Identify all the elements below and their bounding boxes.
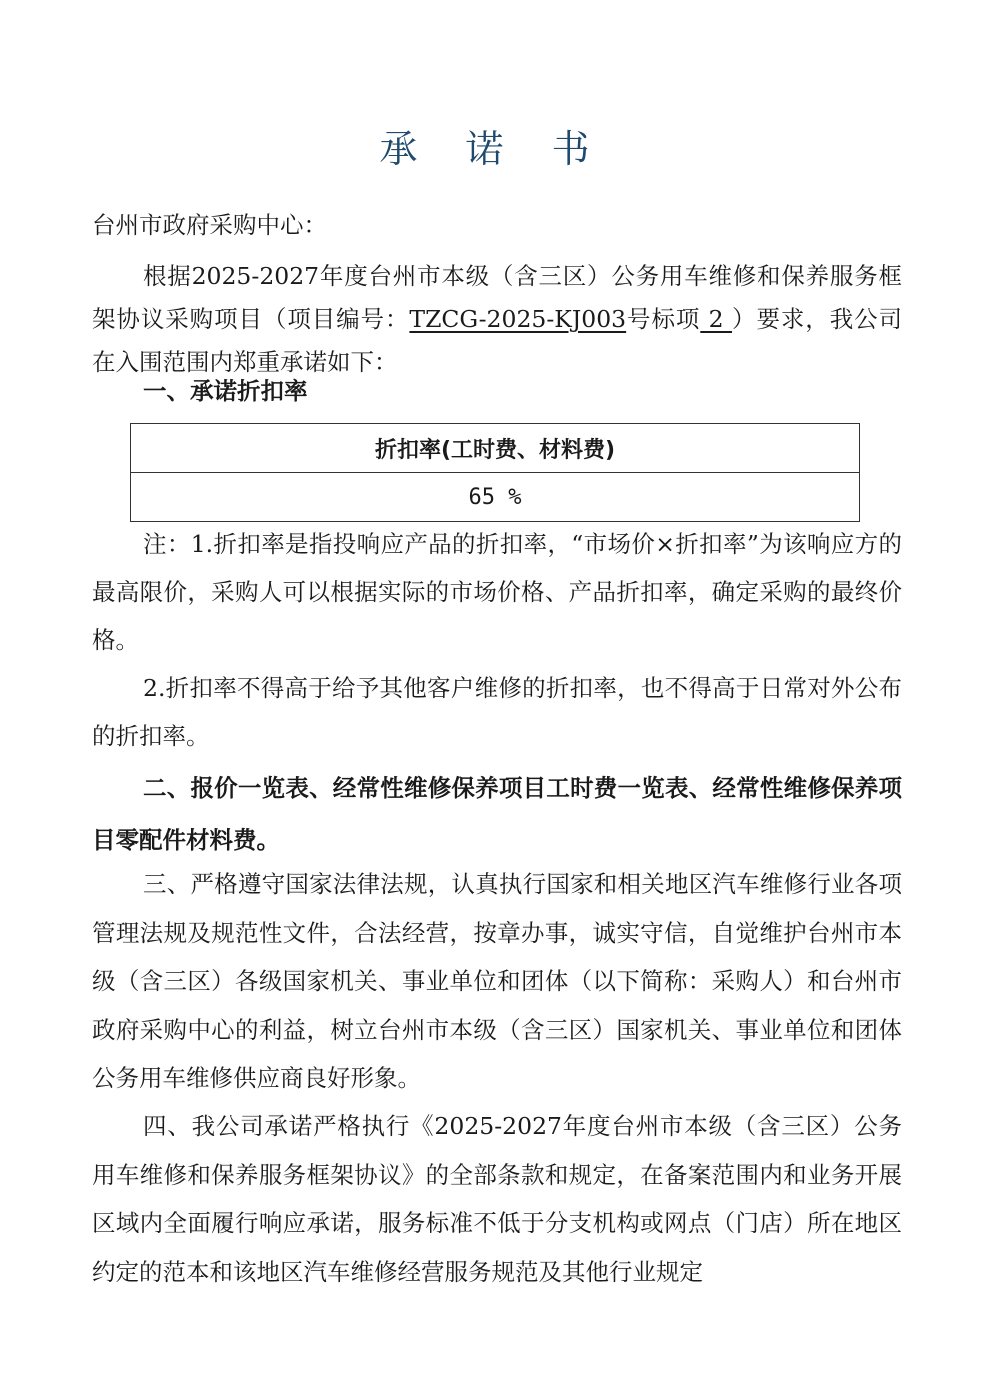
lot-number: 2 xyxy=(700,305,733,333)
table-row xyxy=(131,424,860,473)
note-2: 2.折扣率不得高于给予其他客户维修的折扣率，也不得高于日常对外公布的折扣率。 xyxy=(92,674,902,750)
note-1: 注：1.折扣率是指投响应产品的折扣率，“市场价×折扣率”为该响应方的最高限价，采购人可以根据实际的市场价格、产品折扣率，确定采购的最终价格。 xyxy=(92,530,902,654)
section1-heading: 一、承诺折扣率 xyxy=(143,377,308,405)
intro-text-middle: 号标项 xyxy=(626,305,701,333)
section3-paragraph: 三、严格遵守国家法律法规，认真执行国家和相关地区汽车维修行业各项管理法规及规范性文件，合法经营，按章办事，诚实守信，自觉维护台州市本级（含三区）各级国家机关、事业单位和团体（以下简称：采购人）和台州市政府采购中心的利益，树立台州市本级（含三区）国家机关、事业单位和团体公务用车维修供应商良好形象。 xyxy=(92,870,902,1092)
discount-rate-header: 折扣率(工时费、材料费) xyxy=(131,424,860,473)
intro-paragraph xyxy=(92,255,902,384)
section4-paragraph: 四、我公司承诺严格执行《2025-2027年度台州市本级（含三区）公务用车维修和保养服务框架协议》的全部条款和规定，在备案范围内和业务开展区域内全面履行响应承诺，服务标准不低于分支机构或网点（门店）所在地区约定的范本和该地区汽车维修经营服务规范及其他行业规定 xyxy=(92,1112,902,1286)
section2-heading: 二、报价一览表、经常性维修保养项目工时费一览表、经常性维修保养项目零配件材料费。 xyxy=(92,774,902,854)
discount-rate-table xyxy=(130,423,860,522)
intro-text-before: 根据2025-2027年度台州市本级（含三区）公务用车维修和保养服务框架协议采购项目（项目编号： xyxy=(92,262,902,333)
project-number: TZCG-2025-KJ003 xyxy=(409,305,627,333)
discount-rate-value: 65 % xyxy=(131,473,860,522)
document-title: 承 诺 书 xyxy=(379,127,608,171)
intro-text-after: ）要求，我公司在入围范围内郑重承诺如下： xyxy=(92,305,903,376)
table-row xyxy=(131,473,860,522)
addressee: 台州市政府采购中心： xyxy=(92,211,327,239)
